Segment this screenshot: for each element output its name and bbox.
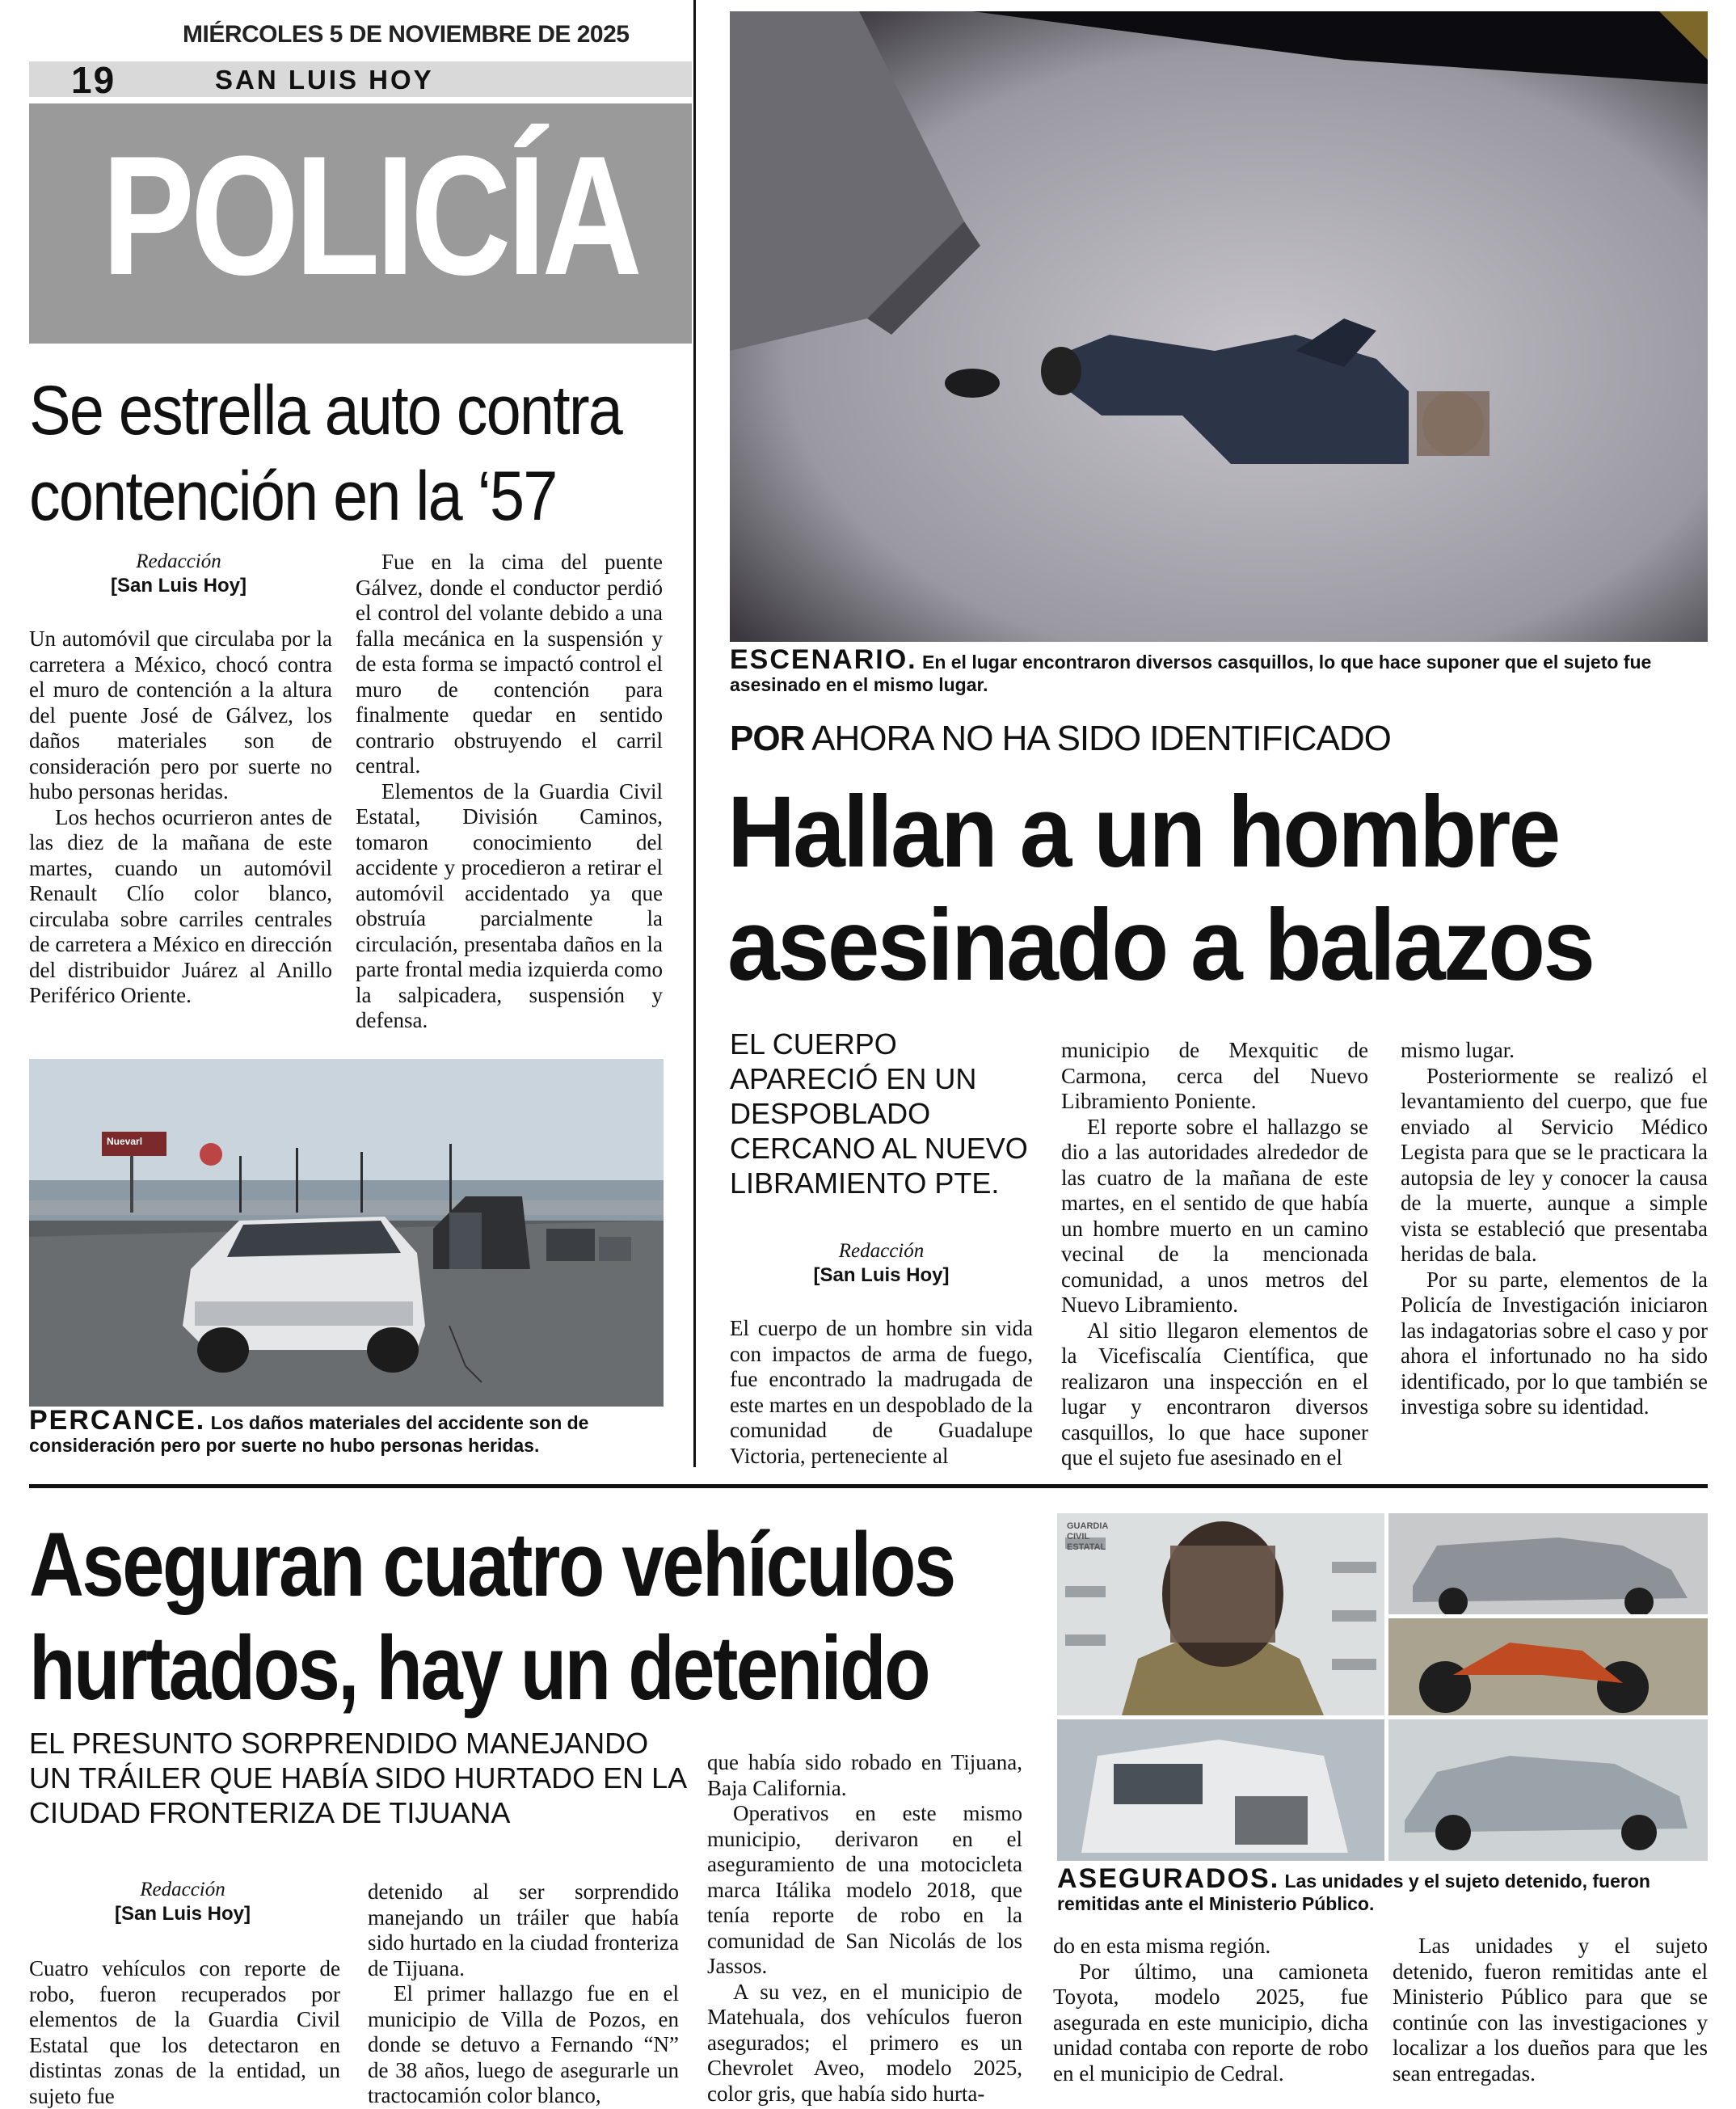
paragraph: El cuerpo de un hombre sin vida con impactos de arma de fuego, fue encontrado la madrugada de este martes en un despoblado de la comunidad de Guadalupe Victoria, perteneciente al xyxy=(730,1316,1033,1468)
crash-photo xyxy=(29,1059,664,1407)
paragraph: Al sitio llegaron elementos de la Vicefiscalía Científica, que realizaron una inspección en el lugar y encontraron diversos casquillos, lo que hace suponer que el sujeto fue asesinado en el xyxy=(1061,1318,1368,1470)
backdrop-text: GUARDIA CIVIL ESTATAL xyxy=(1067,1521,1108,1552)
story2-deck: EL CUERPO APARECIÓ EN UN DESPOBLADO CERCANO AL NUEVO LIBRAMIENTO PTE. xyxy=(730,1027,1028,1200)
paragraph: El reporte sobre el hallazgo se dio a las autoridades alrededor de las cuatro de la mañana de este martes, en el sentido de que había un hombre muerto en un camino vecinal de la mencionada comunidad, a unos metros del Nuevo Libramiento. xyxy=(1061,1114,1368,1317)
story1-byline xyxy=(29,550,328,598)
column-divider xyxy=(693,0,696,1467)
paragraph: Por su parte, elementos de la Policía de Investigación iniciaron las indagatorias sobre el caso y por ahora el infortunado no ha sido identificado, por lo que también se investiga sobre su identidad. xyxy=(1401,1267,1708,1419)
story2-kicker xyxy=(730,718,1391,760)
paragraph: Fue en la cima del puente Gálvez, donde el conductor perdió el control del volante debido a una falla mecánica en la suspensión y de esta forma se impactó control el muro de contención para finalmente quedar en sentido contrario obstruyendo el carril central. xyxy=(356,550,663,778)
story3-col4 xyxy=(1053,1934,1368,2086)
paragraph: Elementos de la Guardia Civil Estatal, División Caminos, tomaron conocimiento del accidente y procedieron a retirar el automóvil accidentado ya que obstruía parcialmente la circulación, presentaba daños en la parte frontal media izquierda como la salpicadera, suspensión y defensa. xyxy=(356,778,663,1032)
story1-photo-caption xyxy=(29,1405,668,1457)
story2-col2 xyxy=(1061,1038,1368,1471)
caption-lead: ASEGURADOS. xyxy=(1057,1863,1280,1894)
section-divider xyxy=(29,1484,1708,1488)
caption-text: En el lugar encontraron diversos casquillos, lo que hace suponer que el sujeto fue asesinado en el mismo lugar. xyxy=(730,652,1652,695)
seized-vehicles-collage xyxy=(1057,1513,1708,1861)
story3-byline xyxy=(29,1878,336,1926)
story3-col3 xyxy=(707,1750,1022,2107)
paragraph: Un automóvil que circulaba por la carretera a México, chocó contra el muro de contención a la altura del puente José de Gálvez, los daños materiales son de consideración pero por suerte no hubo personas heridas. xyxy=(29,626,332,804)
paragraph: Posteriormente se realizó el levantamiento del cuerpo, que fue enviado al Servicio Médico Legista para que se le practicara la autopsia de ley y conocer la causa de la muerte, aunque a simple vista se estableció que presentaba heridas de bala. xyxy=(1401,1063,1708,1266)
section-title: POLICÍA xyxy=(102,120,638,310)
paragraph: Operativos en este mismo municipio, derivaron en el aseguramiento de una motocicleta marca Itálika modelo 2018, que tenía reporte de robo en la comunidad de San Nicolás de los Jassos. xyxy=(707,1801,1022,1978)
byline-role: Redacción xyxy=(140,1879,225,1900)
story3-photo-caption xyxy=(1057,1863,1708,1915)
paragraph: Cuatro vehículos con reporte de robo, fueron recuperados por elementos de la Guardia Civil Estatal que los detectaron en distintas zonas de la entidad, un sujeto fue xyxy=(29,1956,340,2108)
paragraph: detenido al ser sorprendido manejando un tráiler que había sido hurtado en la ciudad fronteriza de Tijuana. xyxy=(368,1879,679,1980)
story3-headline: Aseguran cuatro vehículos hurtados, hay un detenido xyxy=(29,1514,954,1719)
crime-scene-photo xyxy=(730,11,1708,642)
story1-headline: Se estrella auto contra contención en la ‘57 xyxy=(29,372,622,535)
story1-col1 xyxy=(29,626,332,1009)
paragraph: mismo lugar. xyxy=(1401,1038,1515,1062)
caption-lead: ESCENARIO. xyxy=(730,644,917,675)
page-number: 19 xyxy=(71,59,116,101)
byline-source: [San Luis Hoy] xyxy=(813,1264,950,1286)
story3-deck: EL PRESUNTO SORPRENDIDO MANEJANDO UN TRÁILER QUE HABÍA SIDO HURTADO EN LA CIUDAD FRONTERIZA DE TIJUANA xyxy=(29,1727,686,1829)
issue-date: MIÉRCOLES 5 DE NOVIEMBRE DE 2025 xyxy=(183,21,630,48)
story2-col3 xyxy=(1401,1038,1708,1420)
story2-byline xyxy=(730,1239,1033,1288)
story2-headline: Hallan a un hombre asesinado a balazos xyxy=(727,776,1594,1002)
paragraph: Las unidades y el sujeto detenido, fueron remitidas ante el Ministerio Público para que se continúe con las investigaciones y localizar a los dueños para que les sean entregadas. xyxy=(1393,1934,1708,2086)
paragraph: que había sido robado en Tijuana, Baja California. xyxy=(707,1750,1022,1800)
paragraph: A su vez, en el municipio de Matehuala, dos vehículos fueron asegurados; el primero es un Chevrolet Aveo, modelo 2025, color gris, que había sido hurta- xyxy=(707,1979,1022,2106)
paragraph: Por último, una camioneta Toyota, modelo 2025, fue asegurada en este municipio, dicha unidad contaba con reporte de robo en el municipio de Cedral. xyxy=(1053,1959,1368,2086)
byline-source: [San Luis Hoy] xyxy=(110,575,246,597)
paragraph: do en esta misma región. xyxy=(1053,1934,1271,1958)
story3-col1 xyxy=(29,1956,340,2109)
byline-role: Redacción xyxy=(136,550,221,572)
masthead xyxy=(29,0,692,344)
billboard-sign: Nuevarl xyxy=(107,1136,143,1147)
story3-col5 xyxy=(1393,1934,1708,2086)
caption-lead: PERCANCE. xyxy=(29,1405,206,1436)
paragraph: municipio de Mexquitic de Carmona, cerca del Nuevo Libramiento Poniente. xyxy=(1061,1038,1368,1113)
paragraph: El primer hallazgo fue en el municipio de Villa de Pozos, en donde se detuvo a Fernando “N” de 38 años, luego de asegurarle un tractocamión color blanco, xyxy=(368,1981,679,2107)
story3-col2 xyxy=(368,1879,679,2109)
story1-col2 xyxy=(356,550,663,1034)
story2-col1 xyxy=(730,1316,1033,1469)
kicker-bold: POR xyxy=(730,719,805,758)
byline-source: [San Luis Hoy] xyxy=(114,1903,251,1925)
kicker-rest: AHORA NO HA SIDO IDENTIFICADO xyxy=(811,719,1391,758)
paper-name: SAN LUIS HOY xyxy=(215,65,434,95)
story2-photo-caption xyxy=(730,644,1708,696)
caption-text: Los daños materiales del accidente son de consideración pero por suerte no hubo personas heridas. xyxy=(29,1412,589,1456)
byline-role: Redacción xyxy=(838,1240,925,1262)
caption-text: Las unidades y el sujeto detenido, fueron remitidas ante el Ministerio Público. xyxy=(1057,1871,1650,1914)
paragraph: Los hechos ocurrieron antes de las diez de la mañana de este martes, cuando un automóvil Renault Clío color blanco, circulaba sobre carriles centrales de carretera a México en dirección del distribuidor Juárez al Anillo Periférico Oriente. xyxy=(29,804,332,1007)
